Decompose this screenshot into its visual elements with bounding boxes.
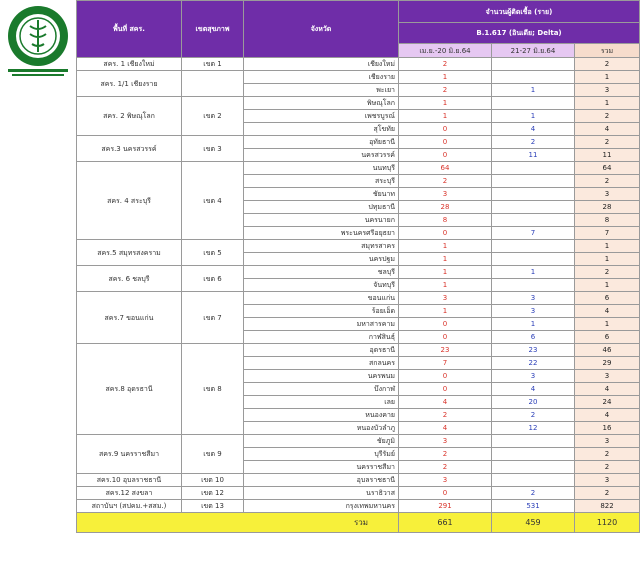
infection-table: [76, 0, 640, 533]
header-total: รวม: [575, 44, 640, 58]
total-cell: 11: [575, 149, 640, 162]
ddc-seal-icon: [0, 0, 76, 80]
total-cell: 1: [575, 318, 640, 331]
period1-cell: 1: [399, 279, 492, 292]
period1-cell: 1: [399, 253, 492, 266]
total-cell: 6: [575, 292, 640, 305]
province-cell: นนทบุรี: [244, 162, 399, 175]
table-row: [77, 474, 640, 487]
province-cell: ขอนแก่น: [244, 292, 399, 305]
footer-total: 1120: [575, 513, 640, 533]
period1-cell: 1: [399, 71, 492, 84]
zone-cell: เขต 2: [182, 97, 244, 136]
total-cell: 1: [575, 71, 640, 84]
zone-cell: เขต 9: [182, 435, 244, 474]
period1-cell: 3: [399, 474, 492, 487]
total-cell: 2: [575, 110, 640, 123]
period2-cell: 2: [492, 487, 575, 500]
zone-cell: เขต 4: [182, 162, 244, 240]
total-cell: 4: [575, 383, 640, 396]
province-cell: นครสวรรค์: [244, 149, 399, 162]
period1-cell: 1: [399, 240, 492, 253]
province-cell: พิษณุโลก: [244, 97, 399, 110]
province-cell: หนองบัวลำภู: [244, 422, 399, 435]
province-cell: บึงกาฬ: [244, 383, 399, 396]
total-cell: 46: [575, 344, 640, 357]
period2-cell: 4: [492, 123, 575, 136]
zone-cell: เขต 1: [182, 58, 244, 71]
province-cell: มหาสารคาม: [244, 318, 399, 331]
total-cell: 3: [575, 370, 640, 383]
province-cell: นครปฐม: [244, 253, 399, 266]
header-province: จังหวัด: [244, 1, 399, 58]
period1-cell: 23: [399, 344, 492, 357]
total-cell: 2: [575, 448, 640, 461]
table-row: [77, 58, 640, 71]
period2-cell: 6: [492, 331, 575, 344]
period2-cell: 11: [492, 149, 575, 162]
province-cell: ร้อยเอ็ด: [244, 305, 399, 318]
area-cell: สคร. 4 สระบุรี: [77, 162, 182, 240]
area-cell: สคร.5 สมุทรสงคราม: [77, 240, 182, 266]
total-cell: 1: [575, 240, 640, 253]
zone-cell: เขต 6: [182, 266, 244, 292]
province-cell: เชียงราย: [244, 71, 399, 84]
period1-cell: 0: [399, 318, 492, 331]
province-cell: อุทัยธานี: [244, 136, 399, 149]
province-cell: สกลนคร: [244, 357, 399, 370]
table-row: [77, 435, 640, 448]
period1-cell: 1: [399, 266, 492, 279]
province-cell: พระนครศรีอยุธยา: [244, 227, 399, 240]
period2-cell: [492, 162, 575, 175]
total-cell: 2: [575, 58, 640, 71]
period2-cell: 1: [492, 110, 575, 123]
period1-cell: 2: [399, 175, 492, 188]
period1-cell: 2: [399, 84, 492, 97]
period2-cell: 12: [492, 422, 575, 435]
period2-cell: 3: [492, 370, 575, 383]
period1-cell: 4: [399, 422, 492, 435]
total-cell: 7: [575, 227, 640, 240]
period2-cell: [492, 448, 575, 461]
header-area: พื้นที่ สคร.: [77, 1, 182, 58]
province-cell: บุรีรัมย์: [244, 448, 399, 461]
period1-cell: 3: [399, 435, 492, 448]
period2-cell: [492, 435, 575, 448]
area-cell: สคร. 1 เชียงใหม่: [77, 58, 182, 71]
province-cell: ชลบุรี: [244, 266, 399, 279]
period2-cell: [492, 71, 575, 84]
province-cell: สมุทรสาคร: [244, 240, 399, 253]
period2-cell: 1: [492, 84, 575, 97]
period2-cell: 1: [492, 266, 575, 279]
period2-cell: [492, 240, 575, 253]
zone-cell: เขต 5: [182, 240, 244, 266]
period2-cell: [492, 474, 575, 487]
period1-cell: 0: [399, 227, 492, 240]
total-cell: 2: [575, 175, 640, 188]
zone-cell: เขต 13: [182, 500, 244, 513]
period1-cell: 1: [399, 97, 492, 110]
province-cell: เลย: [244, 396, 399, 409]
zone-cell: เขต 3: [182, 136, 244, 162]
header-period1: เม.ย.-20 มิ.ย.64: [399, 44, 492, 58]
period1-cell: 0: [399, 370, 492, 383]
period2-cell: [492, 97, 575, 110]
total-cell: 4: [575, 123, 640, 136]
total-cell: 1: [575, 97, 640, 110]
header-variant: B.1.617 (อินเดีย; Delta): [399, 23, 640, 44]
province-cell: พะเยา: [244, 84, 399, 97]
province-cell: เพชรบูรณ์: [244, 110, 399, 123]
period2-cell: [492, 279, 575, 292]
province-cell: กรุงเทพมหานคร: [244, 500, 399, 513]
total-cell: 1: [575, 279, 640, 292]
table-row: [77, 71, 640, 84]
period2-cell: 2: [492, 409, 575, 422]
table-row: [77, 240, 640, 253]
period1-cell: 2: [399, 409, 492, 422]
table-row: [77, 487, 640, 500]
period1-cell: 1: [399, 305, 492, 318]
header-count: จำนวนผู้ติดเชื้อ (ราย): [399, 1, 640, 23]
header-period2: 21-27 มิ.ย.64: [492, 44, 575, 58]
total-cell: 2: [575, 461, 640, 474]
total-cell: 28: [575, 201, 640, 214]
footer-label: รวม: [77, 513, 399, 533]
table-row: [77, 292, 640, 305]
province-cell: นราธิวาส: [244, 487, 399, 500]
period2-cell: 22: [492, 357, 575, 370]
total-cell: 6: [575, 331, 640, 344]
period2-cell: [492, 214, 575, 227]
period1-cell: 0: [399, 331, 492, 344]
period1-cell: 2: [399, 448, 492, 461]
province-cell: สุโขทัย: [244, 123, 399, 136]
table-row: [77, 136, 640, 149]
period2-cell: 531: [492, 500, 575, 513]
footer-period2: 459: [492, 513, 575, 533]
province-cell: อุบลราชธานี: [244, 474, 399, 487]
total-cell: 3: [575, 435, 640, 448]
period2-cell: [492, 461, 575, 474]
province-cell: ชัยภูมิ: [244, 435, 399, 448]
total-cell: 16: [575, 422, 640, 435]
province-cell: ปทุมธานี: [244, 201, 399, 214]
total-cell: 2: [575, 266, 640, 279]
province-cell: นครพนม: [244, 370, 399, 383]
area-cell: สคร.10 อุบลราชธานี: [77, 474, 182, 487]
period2-cell: 3: [492, 292, 575, 305]
period2-cell: 3: [492, 305, 575, 318]
period2-cell: [492, 201, 575, 214]
province-cell: กาฬสินธุ์: [244, 331, 399, 344]
zone-cell: [182, 71, 244, 97]
period1-cell: 1: [399, 110, 492, 123]
zone-cell: เขต 7: [182, 292, 244, 344]
period2-cell: [492, 253, 575, 266]
period2-cell: [492, 175, 575, 188]
period2-cell: 1: [492, 318, 575, 331]
area-cell: สคร.3 นครสวรรค์: [77, 136, 182, 162]
footer-period1: 661: [399, 513, 492, 533]
period1-cell: 8: [399, 214, 492, 227]
table-row: [77, 500, 640, 513]
period1-cell: 3: [399, 188, 492, 201]
period1-cell: 64: [399, 162, 492, 175]
period1-cell: 2: [399, 461, 492, 474]
zone-cell: เขต 10: [182, 474, 244, 487]
period2-cell: 7: [492, 227, 575, 240]
area-cell: สคร.9 นครราชสีมา: [77, 435, 182, 474]
period1-cell: 0: [399, 149, 492, 162]
total-cell: 29: [575, 357, 640, 370]
period1-cell: 4: [399, 396, 492, 409]
table-row: [77, 266, 640, 279]
area-cell: สคร. 6 ชลบุรี: [77, 266, 182, 292]
header-zone: เขตสุขภาพ: [182, 1, 244, 58]
logo: [0, 0, 76, 80]
period2-cell: 20: [492, 396, 575, 409]
area-cell: สคร. 2 พิษณุโลก: [77, 97, 182, 136]
table-row: [77, 162, 640, 175]
province-cell: สระบุรี: [244, 175, 399, 188]
province-cell: ชัยนาท: [244, 188, 399, 201]
total-cell: 4: [575, 409, 640, 422]
total-cell: 3: [575, 188, 640, 201]
period2-cell: 23: [492, 344, 575, 357]
period1-cell: 7: [399, 357, 492, 370]
table-row: [77, 344, 640, 357]
period1-cell: 3: [399, 292, 492, 305]
total-cell: 1: [575, 253, 640, 266]
total-cell: 822: [575, 500, 640, 513]
total-cell: 3: [575, 84, 640, 97]
total-cell: 4: [575, 305, 640, 318]
total-cell: 2: [575, 487, 640, 500]
zone-cell: เขต 8: [182, 344, 244, 435]
period1-cell: 291: [399, 500, 492, 513]
table-row: [77, 97, 640, 110]
period1-cell: 28: [399, 201, 492, 214]
period2-cell: [492, 188, 575, 201]
province-cell: อุดรธานี: [244, 344, 399, 357]
province-cell: นครราชสีมา: [244, 461, 399, 474]
area-cell: สถาบันฯ (สปคม.+สสม.): [77, 500, 182, 513]
province-cell: นครนายก: [244, 214, 399, 227]
area-cell: สคร.12 สงขลา: [77, 487, 182, 500]
total-cell: 3: [575, 474, 640, 487]
period2-cell: 4: [492, 383, 575, 396]
period1-cell: 0: [399, 487, 492, 500]
area-cell: สคร.7 ขอนแก่น: [77, 292, 182, 344]
period2-cell: 2: [492, 136, 575, 149]
zone-cell: เขต 12: [182, 487, 244, 500]
area-cell: สคร. 1/1 เชียงราย: [77, 71, 182, 97]
period2-cell: [492, 58, 575, 71]
period1-cell: 0: [399, 136, 492, 149]
period1-cell: 2: [399, 58, 492, 71]
province-cell: หนองคาย: [244, 409, 399, 422]
province-cell: จันทบุรี: [244, 279, 399, 292]
total-cell: 8: [575, 214, 640, 227]
period1-cell: 0: [399, 383, 492, 396]
province-cell: เชียงใหม่: [244, 58, 399, 71]
area-cell: สคร.8 อุดรธานี: [77, 344, 182, 435]
total-cell: 2: [575, 136, 640, 149]
period1-cell: 0: [399, 123, 492, 136]
total-cell: 24: [575, 396, 640, 409]
total-cell: 64: [575, 162, 640, 175]
